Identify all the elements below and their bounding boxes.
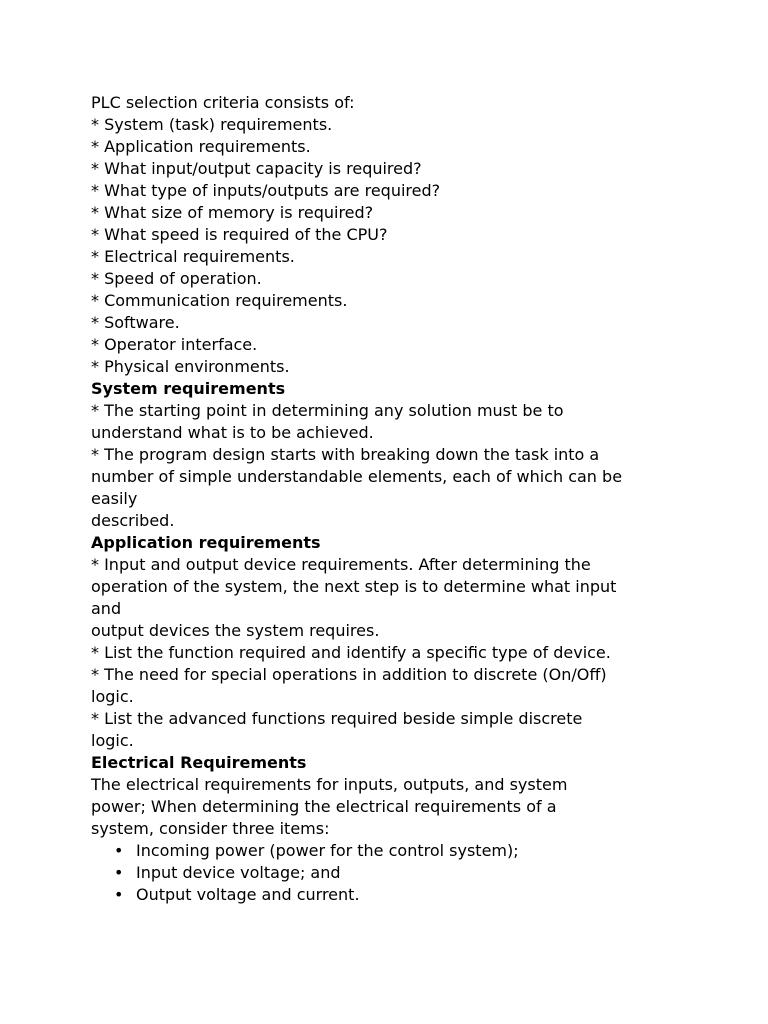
- criteria-item: * Application requirements.: [91, 137, 311, 156]
- criteria-item: * System (task) requirements.: [91, 115, 333, 134]
- bullet-icon: •: [114, 885, 124, 904]
- body-line: * The starting point in determining any solution must be to: [91, 401, 564, 420]
- body-line: understand what is to be achieved.: [91, 423, 374, 442]
- criteria-item: * Operator interface.: [91, 335, 258, 354]
- body-line: operation of the system, the next step is to determine what input: [91, 577, 617, 596]
- list-item-text: Output voltage and current.: [136, 885, 360, 904]
- section-heading: System requirements: [91, 379, 286, 398]
- criteria-item: * Speed of operation.: [91, 269, 262, 288]
- criteria-item: * What speed is required of the CPU?: [91, 225, 388, 244]
- body-line: described.: [91, 511, 175, 530]
- body-line: power; When determining the electrical requirements of a: [91, 797, 557, 816]
- criteria-item: * Communication requirements.: [91, 291, 348, 310]
- list-item: [91, 840, 691, 862]
- section-heading: Electrical Requirements: [91, 753, 307, 772]
- body-line: system, consider three items:: [91, 819, 330, 838]
- list-item-text: Input device voltage; and: [136, 863, 341, 882]
- body-line: * Input and output device requirements. After determining the: [91, 555, 591, 574]
- system-requirements-section: [91, 378, 691, 532]
- criteria-item: * What type of inputs/outputs are required?: [91, 181, 441, 200]
- intro-title: PLC selection criteria consists of:: [91, 93, 355, 112]
- list-item: [91, 862, 691, 884]
- criteria-item: * Electrical requirements.: [91, 247, 295, 266]
- application-requirements-section: [91, 532, 691, 752]
- body-line: output devices the system requires.: [91, 621, 380, 640]
- intro-section: [91, 92, 691, 378]
- body-line: number of simple understandable elements, each of which can be: [91, 467, 623, 486]
- criteria-item: * What size of memory is required?: [91, 203, 374, 222]
- body-line: * List the function required and identify a specific type of device.: [91, 643, 611, 662]
- criteria-item: * Software.: [91, 313, 180, 332]
- body-line: * List the advanced functions required beside simple discrete: [91, 709, 583, 728]
- list-item-text: Incoming power (power for the control system);: [136, 841, 519, 860]
- criteria-item: * Physical environments.: [91, 357, 290, 376]
- body-line: The electrical requirements for inputs, outputs, and system: [91, 775, 568, 794]
- body-line: * The need for special operations in addition to discrete (On/Off): [91, 665, 607, 684]
- bullet-icon: •: [114, 863, 124, 882]
- electrical-requirements-section: [91, 752, 691, 906]
- bullet-icon: •: [114, 841, 124, 860]
- body-line: and: [91, 599, 122, 618]
- section-heading: Application requirements: [91, 533, 321, 552]
- body-line: logic.: [91, 731, 134, 750]
- electrical-bullet-list: [91, 840, 691, 906]
- criteria-item: * What input/output capacity is required?: [91, 159, 422, 178]
- body-line: * The program design starts with breaking down the task into a: [91, 445, 600, 464]
- body-line: easily: [91, 489, 138, 508]
- document-page: [91, 92, 691, 906]
- list-item: [91, 884, 691, 906]
- body-line: logic.: [91, 687, 134, 706]
